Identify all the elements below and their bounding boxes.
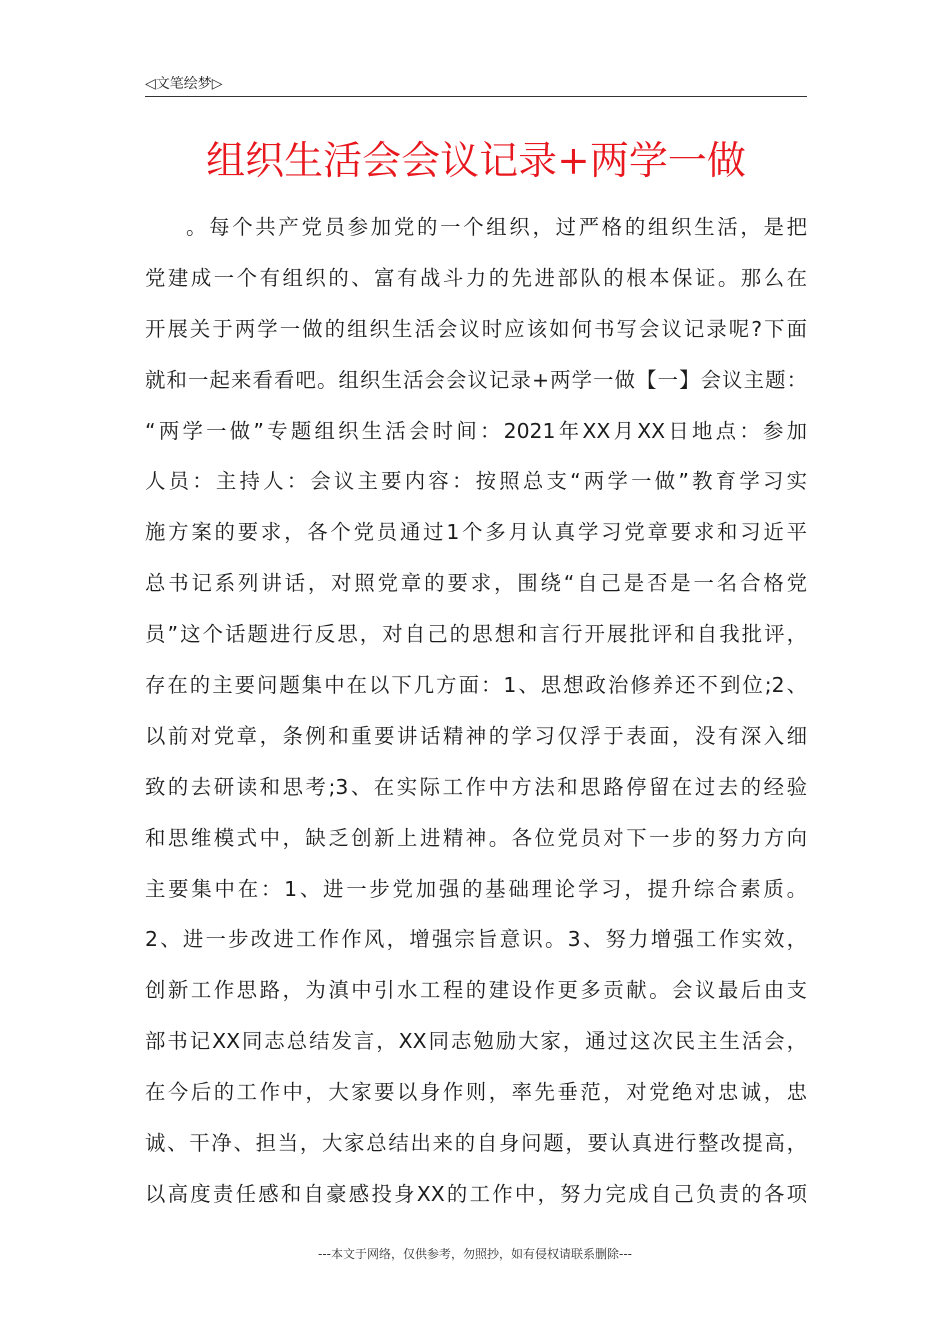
body-line: 存在的主要问题集中在以下几方面：1、思想政治修养还不到位;2、 (145, 673, 807, 698)
body-line: 施方案的要求，各个党员通过1个多月认真学习党章要求和习近平 (145, 520, 807, 545)
body-line: 。每个共产党员参加党的一个组织，过严格的组织生活，是把 (186, 215, 807, 239)
document-body (145, 202, 807, 1220)
body-line: 开展关于两学一做的组织生活会议时应该如何书写会议记录呢?下面 (145, 316, 807, 341)
body-line: 主要集中在：1、进一步党加强的基础理论学习，提升综合素质。 (145, 876, 807, 901)
body-line: 以高度责任感和自豪感投身XX的工作中，努力完成自己负责的各项 (145, 1181, 807, 1206)
body-line: 和思维模式中，缺乏创新上进精神。各位党员对下一步的努力方向 (145, 825, 807, 850)
body-line: 创新工作思路，为滇中引水工程的建设作更多贡献。会议最后由支 (145, 978, 807, 1003)
body-line: 致的去研读和思考;3、在实际工作中方法和思路停留在过去的经验 (145, 774, 807, 799)
body-line: 员”这个话题进行反思，对自己的思想和言行开展批评和自我批评， (145, 622, 807, 647)
header-label: ◁文笔绘梦▷ (145, 76, 223, 92)
header-divider (145, 96, 807, 97)
document-title: 组织生活会会议记录+两学一做 (206, 139, 746, 184)
body-line: 就和一起来看看吧。组织生活会会议记录+两学一做【一】会议主题： (145, 367, 807, 392)
body-line: 部书记XX同志总结发言，XX同志勉励大家，通过这次民主生活会， (145, 1029, 807, 1054)
body-line: 总书记系列讲话，对照党章的要求，围绕“自己是否是一名合格党 (145, 571, 807, 596)
body-line: 以前对党章，条例和重要讲话精神的学习仅浮于表面，没有深入细 (145, 723, 807, 748)
body-line: 人员：主持人：会议主要内容：按照总支“两学一做”教育学习实 (145, 469, 807, 494)
body-line: “两学一做”专题组织生活会时间：2021年XX月XX日地点：参加 (145, 418, 807, 443)
body-line: 诚、干净、担当，大家总结出来的自身问题，要认真进行整改提高， (145, 1131, 807, 1156)
body-line: 2、进一步改进工作作风，增强宗旨意识。3、努力增强工作实效， (145, 927, 807, 952)
page-header (145, 74, 807, 96)
page-footer: ---本文于网络，仅供参考，勿照抄，如有侵权请联系删除--- (318, 1247, 632, 1261)
body-line: 在今后的工作中，大家要以身作则，率先垂范，对党绝对忠诚，忠 (145, 1080, 807, 1105)
body-line: 党建成一个有组织的、富有战斗力的先进部队的根本保证。那么在 (145, 265, 807, 290)
